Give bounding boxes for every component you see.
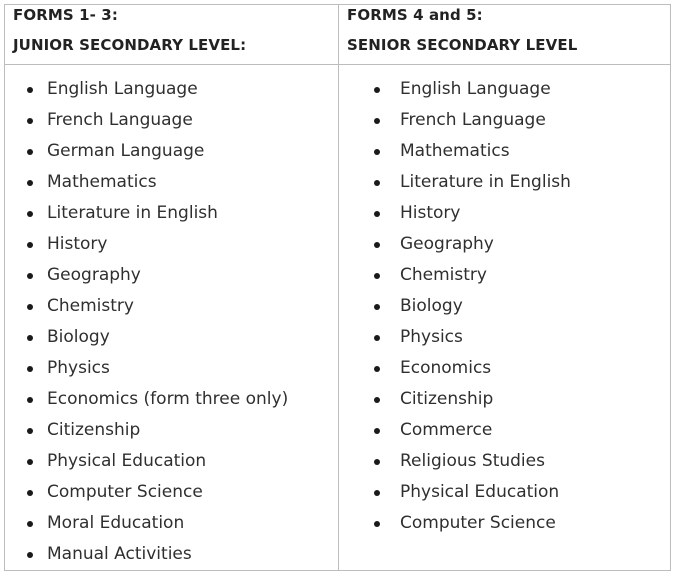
junior-header-forms: FORMS 1- 3: — [13, 6, 118, 24]
bullet-icon — [27, 397, 33, 403]
junior-subject-label: Mathematics — [47, 172, 157, 192]
bullet-icon — [27, 521, 33, 527]
junior-header-level: JUNIOR SECONDARY LEVEL: — [13, 36, 247, 54]
junior-subject-list — [5, 74, 338, 570]
junior-subject-label: Citizenship — [47, 420, 141, 440]
senior-subject-item — [339, 136, 672, 167]
junior-subject-label: Physics — [47, 358, 110, 378]
senior-subject-item — [339, 322, 672, 353]
junior-subject-label: Computer Science — [47, 482, 203, 502]
junior-subject-label: French Language — [47, 110, 193, 130]
senior-subject-item — [339, 353, 672, 384]
junior-header — [13, 5, 333, 64]
bullet-icon — [27, 118, 33, 124]
senior-subject-item — [339, 74, 672, 105]
bullet-icon — [27, 180, 33, 186]
junior-subject-item — [5, 105, 338, 136]
senior-header-level: SENIOR SECONDARY LEVEL — [347, 36, 578, 54]
bullet-icon — [27, 490, 33, 496]
senior-subject-item — [339, 167, 672, 198]
bullet-icon — [27, 211, 33, 217]
bullet-icon — [374, 87, 380, 93]
bullet-icon — [374, 180, 380, 186]
junior-subject-label: Geography — [47, 265, 141, 285]
junior-subject-item — [5, 508, 338, 539]
junior-subject-label: Manual Activities — [47, 544, 192, 564]
senior-subject-label: Literature in English — [400, 172, 571, 192]
senior-subject-item — [339, 384, 672, 415]
senior-subject-label: Physics — [400, 327, 463, 347]
junior-subject-item — [5, 291, 338, 322]
senior-subject-label: Computer Science — [400, 513, 556, 533]
bullet-icon — [27, 273, 33, 279]
bullet-icon — [374, 366, 380, 372]
junior-subject-item — [5, 74, 338, 105]
junior-subject-label: Economics (form three only) — [47, 389, 289, 409]
junior-subject-item — [5, 446, 338, 477]
bullet-icon — [27, 335, 33, 341]
junior-subject-label: German Language — [47, 141, 205, 161]
junior-subject-item — [5, 539, 338, 570]
junior-subject-label: Literature in English — [47, 203, 218, 223]
junior-subject-item — [5, 260, 338, 291]
junior-subject-item — [5, 415, 338, 446]
bullet-icon — [374, 428, 380, 434]
senior-subject-item — [339, 508, 672, 539]
bullet-icon — [27, 304, 33, 310]
junior-subject-item — [5, 136, 338, 167]
senior-subject-label: Commerce — [400, 420, 493, 440]
senior-subject-item — [339, 198, 672, 229]
bullet-icon — [27, 459, 33, 465]
bullet-icon — [27, 149, 33, 155]
senior-subject-list — [339, 74, 672, 539]
bullet-icon — [27, 428, 33, 434]
subjects-table — [4, 4, 671, 571]
senior-subject-item — [339, 229, 672, 260]
senior-subject-label: Mathematics — [400, 141, 510, 161]
senior-subject-item — [339, 415, 672, 446]
senior-subject-label: Religious Studies — [400, 451, 545, 471]
senior-subject-item — [339, 291, 672, 322]
senior-subject-label: Economics — [400, 358, 492, 378]
junior-subject-item — [5, 322, 338, 353]
junior-subject-label: Biology — [47, 327, 110, 347]
bullet-icon — [374, 149, 380, 155]
junior-subject-item — [5, 477, 338, 508]
senior-subject-item — [339, 105, 672, 136]
senior-subject-label: Geography — [400, 234, 494, 254]
junior-subject-label: Chemistry — [47, 296, 134, 316]
senior-subject-label: Chemistry — [400, 265, 487, 285]
junior-subject-label: Physical Education — [47, 451, 207, 471]
bullet-icon — [374, 273, 380, 279]
senior-subject-item — [339, 446, 672, 477]
senior-subject-label: Citizenship — [400, 389, 494, 409]
bullet-icon — [374, 242, 380, 248]
senior-header — [347, 5, 667, 64]
junior-subject-label: History — [47, 234, 108, 254]
bullet-icon — [374, 118, 380, 124]
bullet-icon — [27, 552, 33, 558]
senior-subject-label: French Language — [400, 110, 546, 130]
senior-subject-label: Biology — [400, 296, 463, 316]
junior-subject-item — [5, 384, 338, 415]
bullet-icon — [374, 335, 380, 341]
junior-subject-item — [5, 353, 338, 384]
senior-subject-item — [339, 260, 672, 291]
junior-subject-item — [5, 198, 338, 229]
bullet-icon — [374, 459, 380, 465]
senior-subject-item — [339, 477, 672, 508]
senior-subject-label: English Language — [400, 79, 551, 99]
bullet-icon — [374, 397, 380, 403]
senior-header-forms: FORMS 4 and 5: — [347, 6, 483, 24]
bullet-icon — [27, 242, 33, 248]
senior-subject-label: Physical Education — [400, 482, 560, 502]
bullet-icon — [374, 211, 380, 217]
junior-subject-label: English Language — [47, 79, 198, 99]
junior-subject-label: Moral Education — [47, 513, 185, 533]
bullet-icon — [374, 521, 380, 527]
bullet-icon — [27, 87, 33, 93]
junior-subject-item — [5, 229, 338, 260]
senior-subject-label: History — [400, 203, 461, 223]
junior-subject-item — [5, 167, 338, 198]
header-divider — [5, 64, 670, 65]
bullet-icon — [374, 304, 380, 310]
bullet-icon — [27, 366, 33, 372]
bullet-icon — [374, 490, 380, 496]
